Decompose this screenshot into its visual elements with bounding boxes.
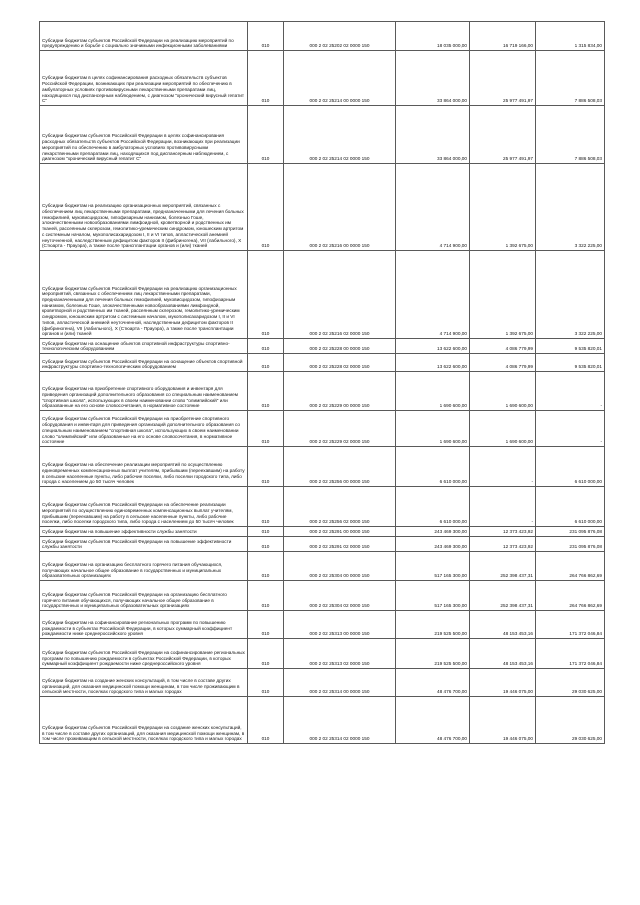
row-name: Субсидии бюджетам субъектов Российской Федерации на реализацию организационных мероприятий, связанных с обеспечением лиц лекарственными препаратами, предназначенными для лечения больных гемофилией, муковисцидозом, гипофизарным нанизмом, болезнью Гоше, злокачественными новообразованиями лимфоидной, кроветворной и родственных им тканей, рассеянным склерозом, гемолитико-уремическим синдромом, юношеским артритом с системным началом, мукополисахаридозом I, II и VI типов, апластической анемией неуточненной, наследственным дефицитом факторов II (фибриногена), VII (лабильного), X (Стюарта - Прауэра), а также после трансплантации органов и (или) тканей: [40, 251, 248, 339]
row-line-code: 010: [248, 354, 284, 372]
row-executed: 19 446 075,00: [470, 669, 536, 697]
row-name: Субсидии бюджетам в целях софинансирования расходных обязательств субъектов Российской Федерации, возникающих при реализации мероприятий по обеспечению в амбулаторных условиях противовирусными лекарственными препаратами лиц, находящихся под диспансерным наблюдением, с диагнозом "хронический вирусный гепатит С": [40, 51, 248, 106]
row-remaining: 6 610 000,00: [536, 487, 605, 527]
row-name: Субсидии бюджетам на реализацию организационных мероприятий, связанных с обеспечением лиц лекарственными препаратами, предназначенными для лечения больных гемофилией, муковисцидозом, гипофизарным нанизмом, болезнью Гоше, злокачественными новообразованиями лимфоидной, кроветворной и родственных им тканей, рассеянным склерозом, гемолитико-уремическим синдромом, юношеским артритом с системным началом, мукополисахаридозом I, II и VI типов, апластической анемией неуточненной, наследственным дефицитом факторов II (фибриногена), VII (лабильного), X (Стюарта - Прауэра), а также после трансплантации органов и (или) тканей: [40, 164, 248, 251]
row-income-code: 000 2 02 25256 00 0000 150: [284, 447, 396, 487]
budget-income-table: [39, 21, 605, 744]
row-approved: 6 610 000,00: [396, 487, 470, 527]
row-executed: 1 690 600,00: [470, 411, 536, 447]
row-remaining: 171 372 046,84: [536, 639, 605, 669]
row-income-code: 000 2 02 25314 02 0000 150: [284, 697, 396, 744]
row-approved: 517 165 300,00: [396, 581, 470, 611]
row-line-code: 010: [248, 339, 284, 354]
row-approved: 48 476 700,00: [396, 669, 470, 697]
row-remaining: 29 030 625,00: [536, 669, 605, 697]
row-approved: 219 525 500,00: [396, 639, 470, 669]
row-name: Субсидии бюджетам субъектов Российской Федерации на реализацию мероприятий по предупреждению и борьбе с социально значимыми инфекционными заболеваниями: [40, 22, 248, 51]
table-row: [40, 669, 605, 697]
row-income-code: 000 2 02 25214 02 0000 150: [284, 106, 396, 164]
row-remaining: 29 030 625,00: [536, 697, 605, 744]
table-row: [40, 339, 605, 354]
row-approved: 517 165 300,00: [396, 552, 470, 581]
row-executed: -: [470, 447, 536, 487]
table-row: [40, 527, 605, 537]
row-executed: 19 446 075,00: [470, 697, 536, 744]
row-name: Субсидии бюджетам на софинансирование региональных программ по повышению рождаемости в субъектах Российской Федерации, в которых суммарный коэффициент рождаемости ниже среднероссийского уровня: [40, 611, 248, 639]
row-line-code: 010: [248, 537, 284, 552]
row-executed: 4 086 779,99: [470, 339, 536, 354]
row-line-code: 010: [248, 669, 284, 697]
table-row: [40, 372, 605, 411]
row-name: Субсидии бюджетам субъектов Российской Федерации на организацию бесплатного горячего питания обучающихся, получающих начальное общее образование в государственных и муниципальных образовательных организациях: [40, 581, 248, 611]
row-remaining: 264 766 862,69: [536, 581, 605, 611]
row-line-code: 010: [248, 552, 284, 581]
row-income-code: 000 2 02 25313 02 0000 150: [284, 639, 396, 669]
table-row: [40, 51, 605, 106]
row-approved: 243 469 300,00: [396, 537, 470, 552]
row-name: Субсидии бюджетам на оснащение объектов спортивной инфраструктуры спортивно-технологическим оборудованием: [40, 339, 248, 354]
row-name: Субсидии бюджетам субъектов Российской Федерации на приобретение спортивного оборудования и инвентаря для приведения организаций дополнительного образования со специальным наименованием "спортивная школа", использующих в своем наименовании слово "олимпийский" или образованные на его основе словосочетания, в нормативное состояние: [40, 411, 248, 447]
row-approved: 13 622 600,00: [396, 339, 470, 354]
row-executed: 1 690 600,00: [470, 372, 536, 411]
row-name: Субсидии бюджетам на создание женских консультаций, в том числе в составе других организаций, для оказания медицинской помощи женщинам, в том числе проживающим в сельской местности, поселках городского типа и малых городах: [40, 669, 248, 697]
row-name: Субсидии бюджетам на обеспечение реализации мероприятий по осуществлению единовременных компенсационных выплат учителям, прибывшим (переехавшим) на работу в сельские населенные пункты, либо рабочие поселки, либо поселки городского типа, либо города с населением до 50 тысяч человек: [40, 447, 248, 487]
table-row: [40, 251, 605, 339]
row-approved: 18 035 000,00: [396, 22, 470, 51]
row-income-code: 000 2 02 25214 00 0000 150: [284, 51, 396, 106]
row-line-code: 010: [248, 251, 284, 339]
budget-report-page: [39, 21, 604, 744]
row-remaining: 1 315 834,00: [536, 22, 605, 51]
row-executed: 1 392 675,00: [470, 251, 536, 339]
table-row: [40, 164, 605, 251]
table-row: [40, 106, 605, 164]
table-row: [40, 611, 605, 639]
row-remaining: 9 535 820,01: [536, 354, 605, 372]
row-executed: 252 398 437,31: [470, 552, 536, 581]
row-income-code: 000 2 02 25228 02 0000 150: [284, 354, 396, 372]
row-line-code: 010: [248, 411, 284, 447]
row-approved: 33 864 000,00: [396, 51, 470, 106]
row-name: Субсидии бюджетам субъектов Российской Федерации на повышение эффективности службы занятости: [40, 537, 248, 552]
row-approved: 1 690 600,00: [396, 372, 470, 411]
row-income-code: 000 2 02 25304 02 0000 150: [284, 581, 396, 611]
table-row: [40, 487, 605, 527]
row-line-code: 010: [248, 372, 284, 411]
row-approved: 4 714 900,00: [396, 164, 470, 251]
table-body: [40, 22, 605, 744]
table-row: [40, 639, 605, 669]
row-remaining: 264 766 862,69: [536, 552, 605, 581]
row-income-code: 000 2 02 25313 00 0000 150: [284, 611, 396, 639]
row-approved: 219 525 500,00: [396, 611, 470, 639]
table-row: [40, 447, 605, 487]
table-row: [40, 697, 605, 744]
row-remaining: -: [536, 372, 605, 411]
row-income-code: 000 2 02 25256 02 0000 150: [284, 487, 396, 527]
row-approved: 4 714 900,00: [396, 251, 470, 339]
row-line-code: 010: [248, 164, 284, 251]
row-executed: 4 086 779,99: [470, 354, 536, 372]
row-line-code: 010: [248, 51, 284, 106]
row-line-code: 010: [248, 527, 284, 537]
row-income-code: 000 2 02 25216 00 0000 150: [284, 164, 396, 251]
row-remaining: 7 886 508,03: [536, 51, 605, 106]
row-line-code: 010: [248, 106, 284, 164]
row-name: Субсидии бюджетам субъектов Российской Федерации на создание женских консультаций, в том числе в составе других организаций, для оказания медицинской помощи женщинам, в том числе проживающим в сельской местности, поселках городского типа и малых городах: [40, 697, 248, 744]
row-approved: 13 622 600,00: [396, 354, 470, 372]
row-income-code: 000 2 02 25202 02 0000 150: [284, 22, 396, 51]
row-remaining: 231 095 876,08: [536, 537, 605, 552]
row-income-code: 000 2 02 25314 00 0000 150: [284, 669, 396, 697]
row-name: Субсидии бюджетам субъектов Российской Федерации в целях софинансирования расходных обязательств субъектов Российской Федерации, возникающих при реализации мероприятий по обеспечению в амбулаторных условиях противовирусными лекарственными препаратами лиц, находящихся под диспансерным наблюдением, с диагнозом "хронический вирусный гепатит С": [40, 106, 248, 164]
row-income-code: 000 2 02 25304 00 0000 150: [284, 552, 396, 581]
row-line-code: 010: [248, 639, 284, 669]
row-line-code: 010: [248, 487, 284, 527]
row-income-code: 000 2 02 25291 02 0000 150: [284, 537, 396, 552]
row-name: Субсидии бюджетам субъектов Российской Федерации на обеспечение реализации мероприятий по осуществлению единовременных компенсационных выплат учителям, прибывшим (переехавшим) на работу в сельские населенные пункты, либо рабочие поселки, либо поселки городского типа, либо города с населением до 50 тысяч человек: [40, 487, 248, 527]
table-row: [40, 537, 605, 552]
row-name: Субсидии бюджетам на приобретение спортивного оборудования и инвентаря для приведения организаций дополнительного образования со специальным наименованием "спортивная школа", использующих в своем наименовании слово "олимпийский" или образованные на его основе словосочетания, в нормативное состояние: [40, 372, 248, 411]
row-line-code: 010: [248, 22, 284, 51]
row-remaining: 231 095 876,08: [536, 527, 605, 537]
row-executed: 48 153 453,16: [470, 639, 536, 669]
row-executed: 25 977 491,97: [470, 106, 536, 164]
table-row: [40, 581, 605, 611]
row-executed: 25 977 491,97: [470, 51, 536, 106]
row-executed: 252 398 437,31: [470, 581, 536, 611]
row-approved: 33 864 000,00: [396, 106, 470, 164]
row-line-code: 010: [248, 697, 284, 744]
row-remaining: 3 322 225,00: [536, 251, 605, 339]
row-remaining: 9 535 820,01: [536, 339, 605, 354]
row-approved: 48 476 700,00: [396, 697, 470, 744]
row-remaining: 171 372 046,84: [536, 611, 605, 639]
row-executed: 1 392 675,00: [470, 164, 536, 251]
row-income-code: 000 2 02 25229 00 0000 150: [284, 372, 396, 411]
row-line-code: 010: [248, 447, 284, 487]
table-row: [40, 22, 605, 51]
row-approved: 243 469 300,00: [396, 527, 470, 537]
row-remaining: -: [536, 411, 605, 447]
row-name: Субсидии бюджетам субъектов Российской Федерации на софинансирование региональных программ по повышению рождаемости в субъектах Российской Федерации, в которых суммарный коэффициент рождаемости ниже среднероссийского уровня: [40, 639, 248, 669]
row-line-code: 010: [248, 581, 284, 611]
row-name: Субсидии бюджетам субъектов Российской Федерации на оснащение объектов спортивной инфраструктуры спортивно-технологическим оборудованием: [40, 354, 248, 372]
table-row: [40, 411, 605, 447]
row-remaining: 7 886 508,03: [536, 106, 605, 164]
row-income-code: 000 2 02 25229 02 0000 150: [284, 411, 396, 447]
row-executed: 16 719 166,00: [470, 22, 536, 51]
row-executed: 12 373 423,92: [470, 527, 536, 537]
row-income-code: 000 2 02 25216 02 0000 150: [284, 251, 396, 339]
row-executed: 48 153 453,16: [470, 611, 536, 639]
row-executed: 12 373 423,92: [470, 537, 536, 552]
row-income-code: 000 2 02 25291 00 0000 150: [284, 527, 396, 537]
row-remaining: 6 610 000,00: [536, 447, 605, 487]
table-row: [40, 354, 605, 372]
row-income-code: 000 2 02 25228 00 0000 150: [284, 339, 396, 354]
row-line-code: 010: [248, 611, 284, 639]
row-name: Субсидии бюджетам на организацию бесплатного горячего питания обучающихся, получающих начальное общее образование в государственных и муниципальных образовательных организациях: [40, 552, 248, 581]
row-remaining: 3 322 225,00: [536, 164, 605, 251]
row-approved: 1 690 600,00: [396, 411, 470, 447]
row-executed: -: [470, 487, 536, 527]
table-row: [40, 552, 605, 581]
row-approved: 6 610 000,00: [396, 447, 470, 487]
row-name: Субсидии бюджетам на повышение эффективности службы занятости: [40, 527, 248, 537]
